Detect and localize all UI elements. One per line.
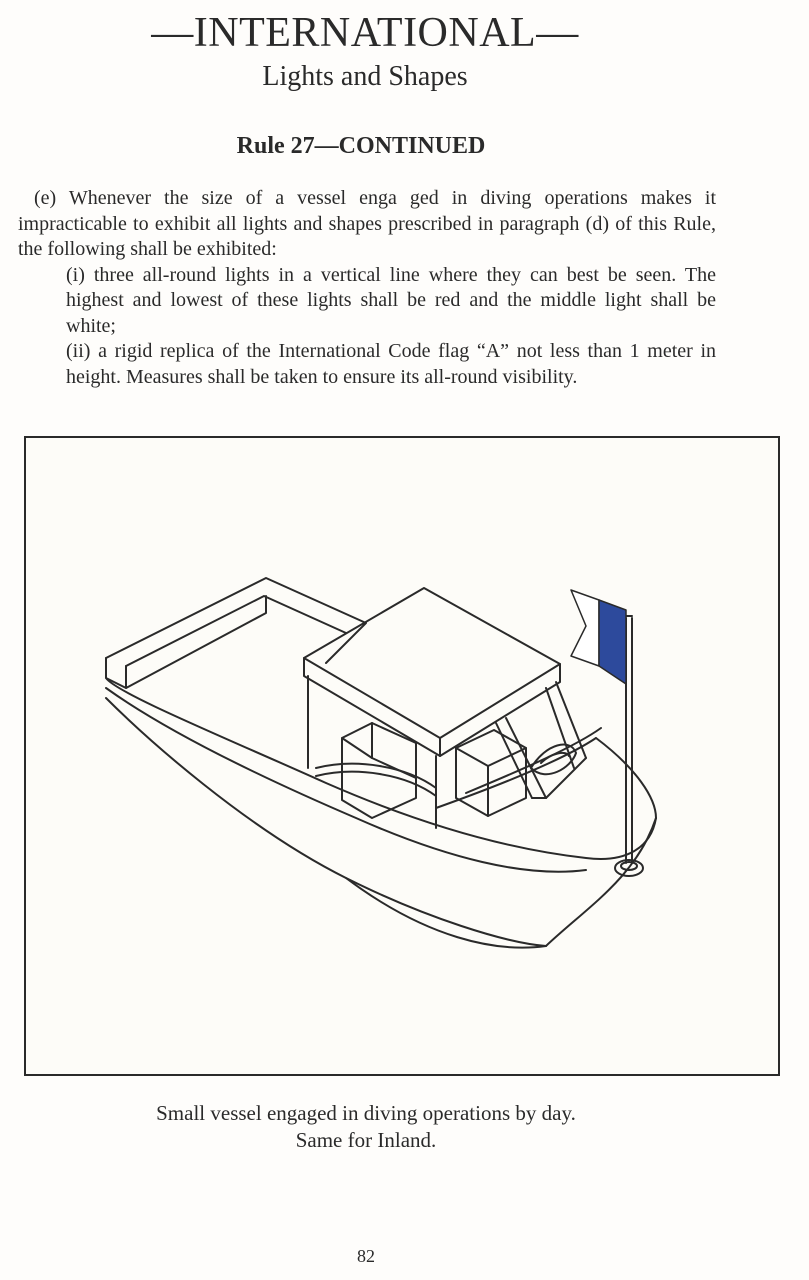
item-ii: (ii) a rigid replica of the International Code flag “A” not less than 1 meter in height. Measures shall be taken to ensure its all-round visibility. <box>66 340 716 388</box>
page-header-title: —INTERNATIONAL— <box>151 10 579 56</box>
flag-fly-blue <box>599 600 626 684</box>
rule-title: Rule 27—CONTINUED <box>236 133 486 159</box>
canopy-top <box>304 588 560 738</box>
steering-wheel <box>531 745 576 775</box>
vessel-illustration <box>24 436 780 1076</box>
hull-bottom <box>346 878 546 948</box>
code-flag-a <box>571 590 626 684</box>
hull-gunwale <box>106 578 366 663</box>
figure-caption <box>0 1100 732 1154</box>
flag-hoist-white <box>571 590 599 666</box>
rule-body <box>18 186 716 390</box>
page-header-subtitle: Lights and Shapes <box>262 61 468 92</box>
paragraph-e: (e) Whenever the size of a vessel enga ged in diving operations makes it impracticable to exhibit all lights and shapes prescribed in paragraph (d) of this Rule, the following shall be exhibited: <box>18 187 716 260</box>
rub-rail <box>106 688 586 872</box>
aft-deck <box>126 596 266 688</box>
bow-deck-edge <box>466 728 601 793</box>
page-number: 82 <box>357 1246 375 1266</box>
hull-lower <box>106 698 656 946</box>
caption-line-1: Small vessel engaged in diving operations by day. <box>156 1101 576 1125</box>
item-i: (i) three all-round lights in a vertical line where they can best be seen. The highest and lowest of these lights shall be red and the middle light shall be white; <box>66 263 716 337</box>
caption-line-2: Same for Inland. <box>295 1128 437 1152</box>
boat-drawing <box>26 438 778 1074</box>
cockpit-rim <box>106 658 126 688</box>
